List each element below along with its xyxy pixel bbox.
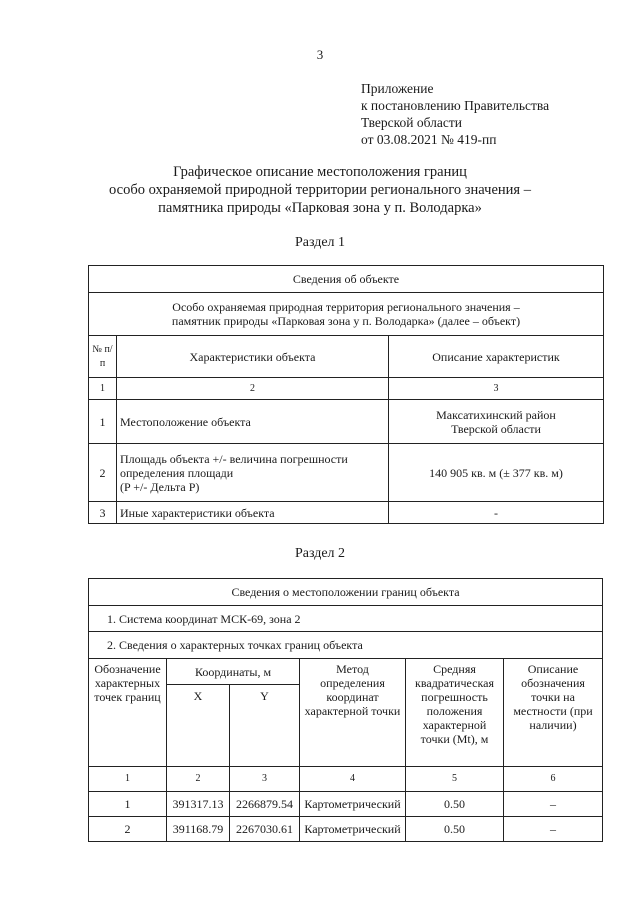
appendix-block xyxy=(361,80,549,148)
coord-y: 2266879.54 xyxy=(230,792,300,817)
row-description xyxy=(389,400,604,444)
point-id: 1 xyxy=(89,792,167,817)
object-name-line: памятник природы «Парковая зона у п. Володарка» (далее – объект) xyxy=(171,314,521,328)
error-value: 0.50 xyxy=(406,817,504,842)
document-title xyxy=(60,163,580,217)
header-characteristic: Характеристики объекта xyxy=(117,336,389,378)
method: Картометрический xyxy=(300,817,406,842)
column-number: 5 xyxy=(406,767,504,792)
column-number: 2 xyxy=(117,378,389,400)
object-name xyxy=(89,293,604,336)
title-line: памятника природы «Парковая зона у п. Володарка» xyxy=(158,200,482,216)
coord-y: 2267030.61 xyxy=(230,817,300,842)
table-caption: Сведения о местоположении границ объекта xyxy=(89,579,603,606)
column-number: 1 xyxy=(89,767,167,792)
table-row xyxy=(89,502,604,524)
coord-x: 391317.13 xyxy=(167,792,230,817)
coordinate-system: 1. Система координат МСК-69, зона 2 xyxy=(89,606,603,632)
section1-heading: Раздел 1 xyxy=(294,235,346,250)
method: Картометрический xyxy=(300,792,406,817)
table-row xyxy=(89,817,603,842)
table-caption: Сведения об объекте xyxy=(89,266,604,293)
characteristic-line: определения площади xyxy=(120,465,234,480)
header-method: Метод определения координат характерной точки xyxy=(300,659,406,767)
point-id: 2 xyxy=(89,817,167,842)
characteristic-line: (P +/- Дельта P) xyxy=(120,479,200,494)
header-description: Описание обозначения точки на местности (при наличии) xyxy=(504,659,603,767)
header-error: Средняя квадратическая погрешность положения характерной точки (Mt), м xyxy=(406,659,504,767)
row-characteristic: Иные характеристики объекта xyxy=(117,502,389,524)
section2-heading: Раздел 2 xyxy=(294,546,346,561)
appendix-line: к постановлению Правительства xyxy=(361,98,550,113)
coord-x: 391168.79 xyxy=(167,817,230,842)
row-num: 1 xyxy=(89,400,117,444)
header-point: Обозначение характерных точек границ xyxy=(89,659,167,767)
row-characteristic: Местоположение объекта xyxy=(117,400,389,444)
page-number: 3 xyxy=(316,47,324,62)
column-number: 4 xyxy=(300,767,406,792)
points-subtitle: 2. Сведения о характерных точках границ объекта xyxy=(89,632,603,659)
column-number: 6 xyxy=(504,767,603,792)
table-row xyxy=(89,444,604,502)
description-line: Максатихинский район xyxy=(436,407,556,422)
point-description: – xyxy=(504,792,603,817)
column-number: 3 xyxy=(389,378,604,400)
appendix-line: Приложение xyxy=(361,81,434,96)
column-number: 3 xyxy=(230,767,300,792)
row-num: 2 xyxy=(89,444,117,502)
point-description: – xyxy=(504,817,603,842)
description-line: Тверской области xyxy=(451,421,541,436)
header-x: X xyxy=(167,685,230,767)
row-description: - xyxy=(389,502,604,524)
header-num: № п/п xyxy=(89,336,117,378)
characteristic-line: Площадь объекта +/- величина погрешности xyxy=(120,451,348,466)
header-coordinates: Координаты, м xyxy=(167,659,300,685)
row-description: 140 905 кв. м (± 377 кв. м) xyxy=(389,444,604,502)
appendix-line: Тверской области xyxy=(361,115,462,130)
column-number: 1 xyxy=(89,378,117,400)
table-row xyxy=(89,400,604,444)
title-line: особо охраняемой природной территории регионального значения – xyxy=(109,182,531,198)
header-y: Y xyxy=(230,685,300,767)
object-info-table xyxy=(88,265,604,524)
object-name-line: Особо охраняемая природная территория регионального значения – xyxy=(172,300,520,314)
column-number: 2 xyxy=(167,767,230,792)
boundary-points-table xyxy=(88,578,603,842)
table-row xyxy=(89,792,603,817)
header-description: Описание характеристик xyxy=(389,336,604,378)
row-num: 3 xyxy=(89,502,117,524)
appendix-line: от 03.08.2021 № 419-пп xyxy=(361,132,497,147)
error-value: 0.50 xyxy=(406,792,504,817)
title-line: Графическое описание местоположения границ xyxy=(173,164,467,180)
row-characteristic xyxy=(117,444,389,502)
